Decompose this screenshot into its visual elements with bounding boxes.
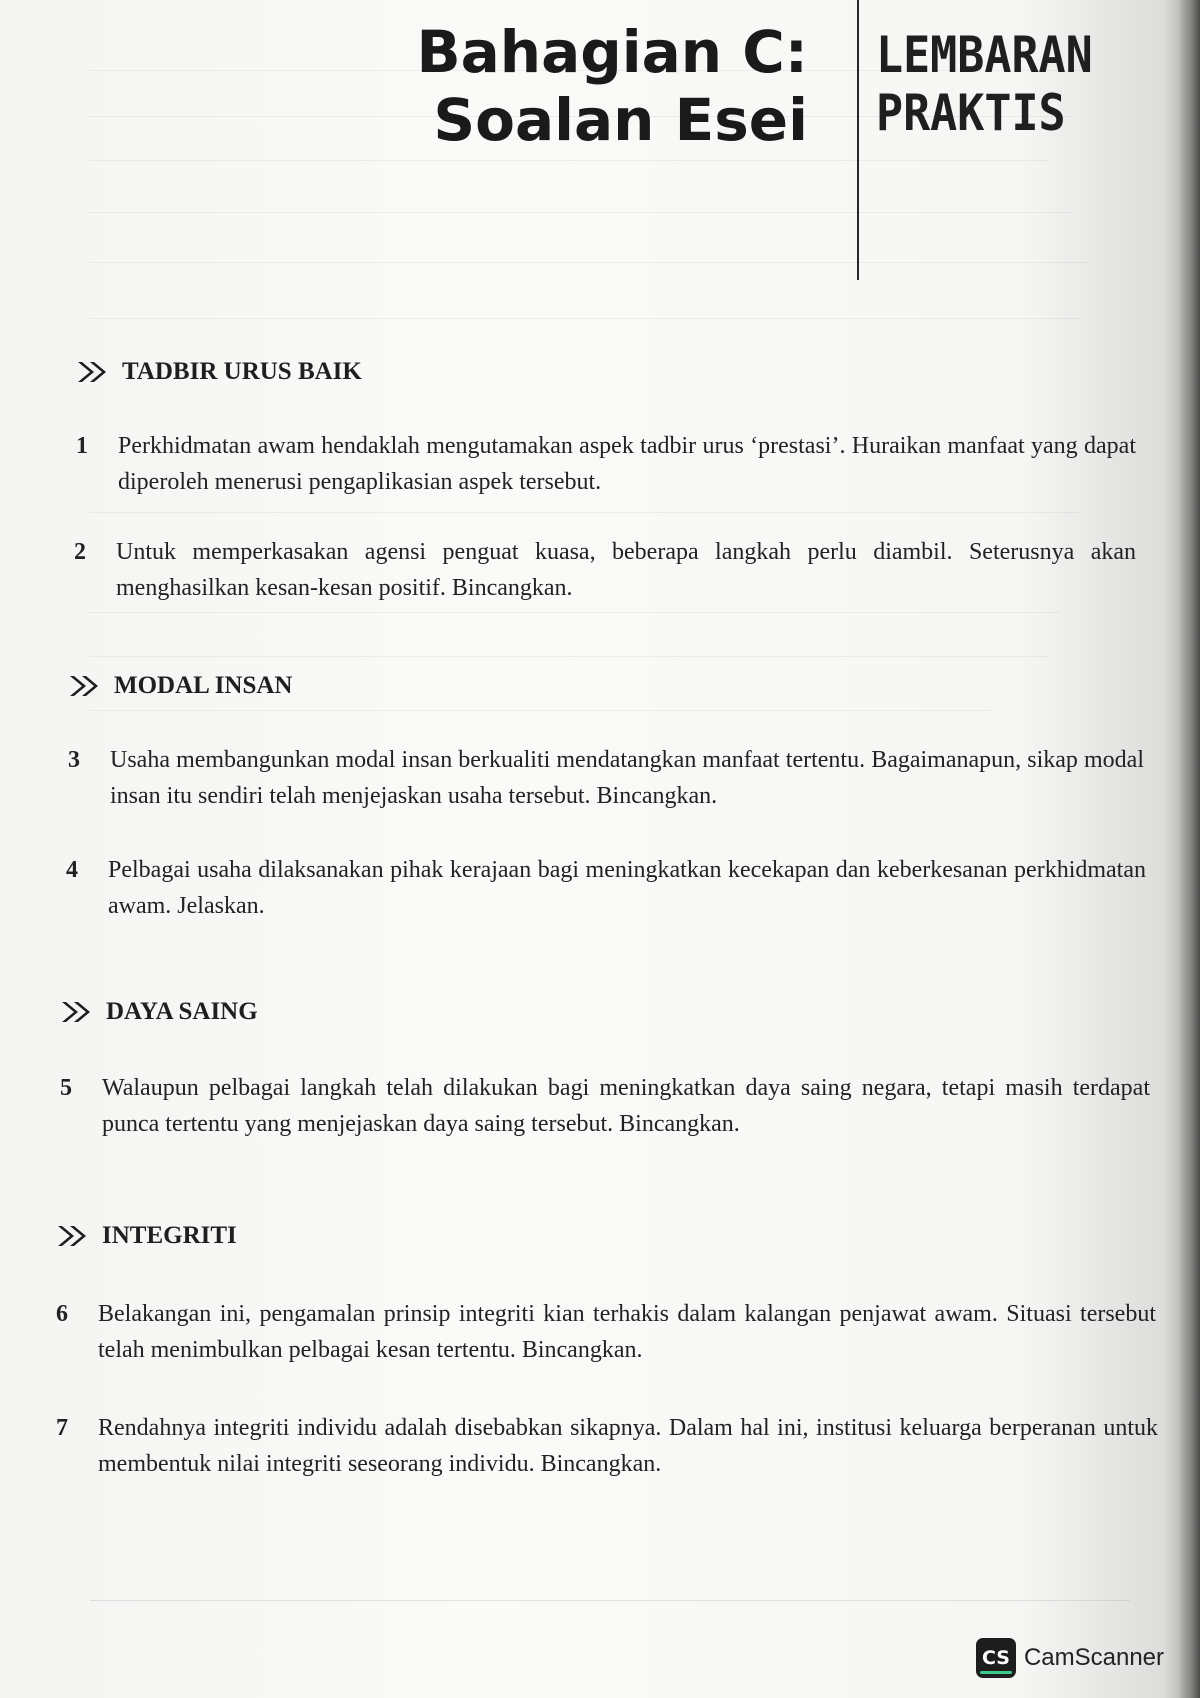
question-number: 3 [68, 747, 80, 773]
question-number: 7 [56, 1415, 68, 1441]
tag-line-2: PRAKTIS [876, 84, 1066, 142]
question-item [56, 1296, 1156, 1372]
double-chevron-icon [56, 1224, 90, 1248]
question-number: 6 [56, 1301, 68, 1327]
title-line-2: Soalan Esei [433, 86, 808, 154]
question-item [76, 428, 1136, 504]
question-item [66, 852, 1146, 928]
section-heading-text: INTEGRITI [102, 1222, 237, 1249]
question-item [56, 1410, 1158, 1486]
double-chevron-icon [68, 674, 102, 698]
question-text: Untuk memperkasakan agensi penguat kuasa, beberapa langkah perlu diambil. Seterusnya akan menghasilkan kesan-kesan positif. Bincangkan. [116, 539, 1136, 601]
camscanner-logo-icon: CS [976, 1638, 1016, 1678]
tag-line-1: LEMBARAN [876, 26, 1093, 84]
question-item [68, 742, 1144, 818]
question-text: Belakangan ini, pengamalan prinsip integriti kian terhakis dalam kalangan penjawat awam. Situasi tersebut telah menimbulkan pelbagai kesan tertentu. Bincangkan. [98, 1301, 1156, 1363]
question-text: Usaha membangunkan modal insan berkualiti mendatangkan manfaat tertentu. Bagaimanapun, sikap modal insan itu sendiri telah menjejaskan usaha tersebut. Bincangkan. [110, 747, 1144, 809]
question-number: 2 [74, 539, 86, 565]
section-heading-integriti [56, 1222, 237, 1250]
camscanner-text: CamScanner [1023, 1644, 1164, 1671]
camscanner-watermark [976, 1638, 1164, 1678]
section-heading-modal-insan [68, 672, 293, 700]
page-title [416, 18, 808, 154]
title-line-1: Bahagian C: [416, 18, 808, 86]
double-chevron-icon [76, 360, 110, 384]
question-number: 5 [60, 1075, 72, 1101]
question-text: Pelbagai usaha dilaksanakan pihak kerajaan bagi meningkatkan kecekapan dan keberkesanan perkhidmatan awam. Jelaskan. [108, 857, 1146, 919]
question-text: Perkhidmatan awam hendaklah mengutamakan aspek tadbir urus ‘prestasi’. Huraikan manfaat yang dapat diperoleh menerusi pengaplikasian aspek tersebut. [118, 433, 1136, 495]
question-item [74, 534, 1136, 610]
section-heading-text: DAYA SAING [106, 998, 258, 1025]
page-tag [876, 26, 1093, 142]
double-chevron-icon [60, 1000, 94, 1024]
question-item [60, 1070, 1150, 1146]
section-heading-daya-saing [60, 998, 258, 1026]
page-edge-shadow [1178, 0, 1200, 1698]
section-heading-text: MODAL INSAN [114, 672, 293, 699]
header-divider [857, 0, 859, 280]
question-number: 1 [76, 433, 88, 459]
question-text: Walaupun pelbagai langkah telah dilakukan bagi meningkatkan daya saing negara, tetapi masih terdapat punca tertentu yang menjejaskan daya saing tersebut. Bincangkan. [102, 1075, 1150, 1137]
section-heading-tadbir-urus-baik [76, 358, 362, 386]
question-number: 4 [66, 857, 78, 883]
question-text: Rendahnya integriti individu adalah disebabkan sikapnya. Dalam hal ini, institusi keluarga berperanan untuk membentuk nilai integriti seseorang individu. Bincangkan. [98, 1415, 1158, 1477]
section-heading-text: TADBIR URUS BAIK [122, 358, 362, 385]
